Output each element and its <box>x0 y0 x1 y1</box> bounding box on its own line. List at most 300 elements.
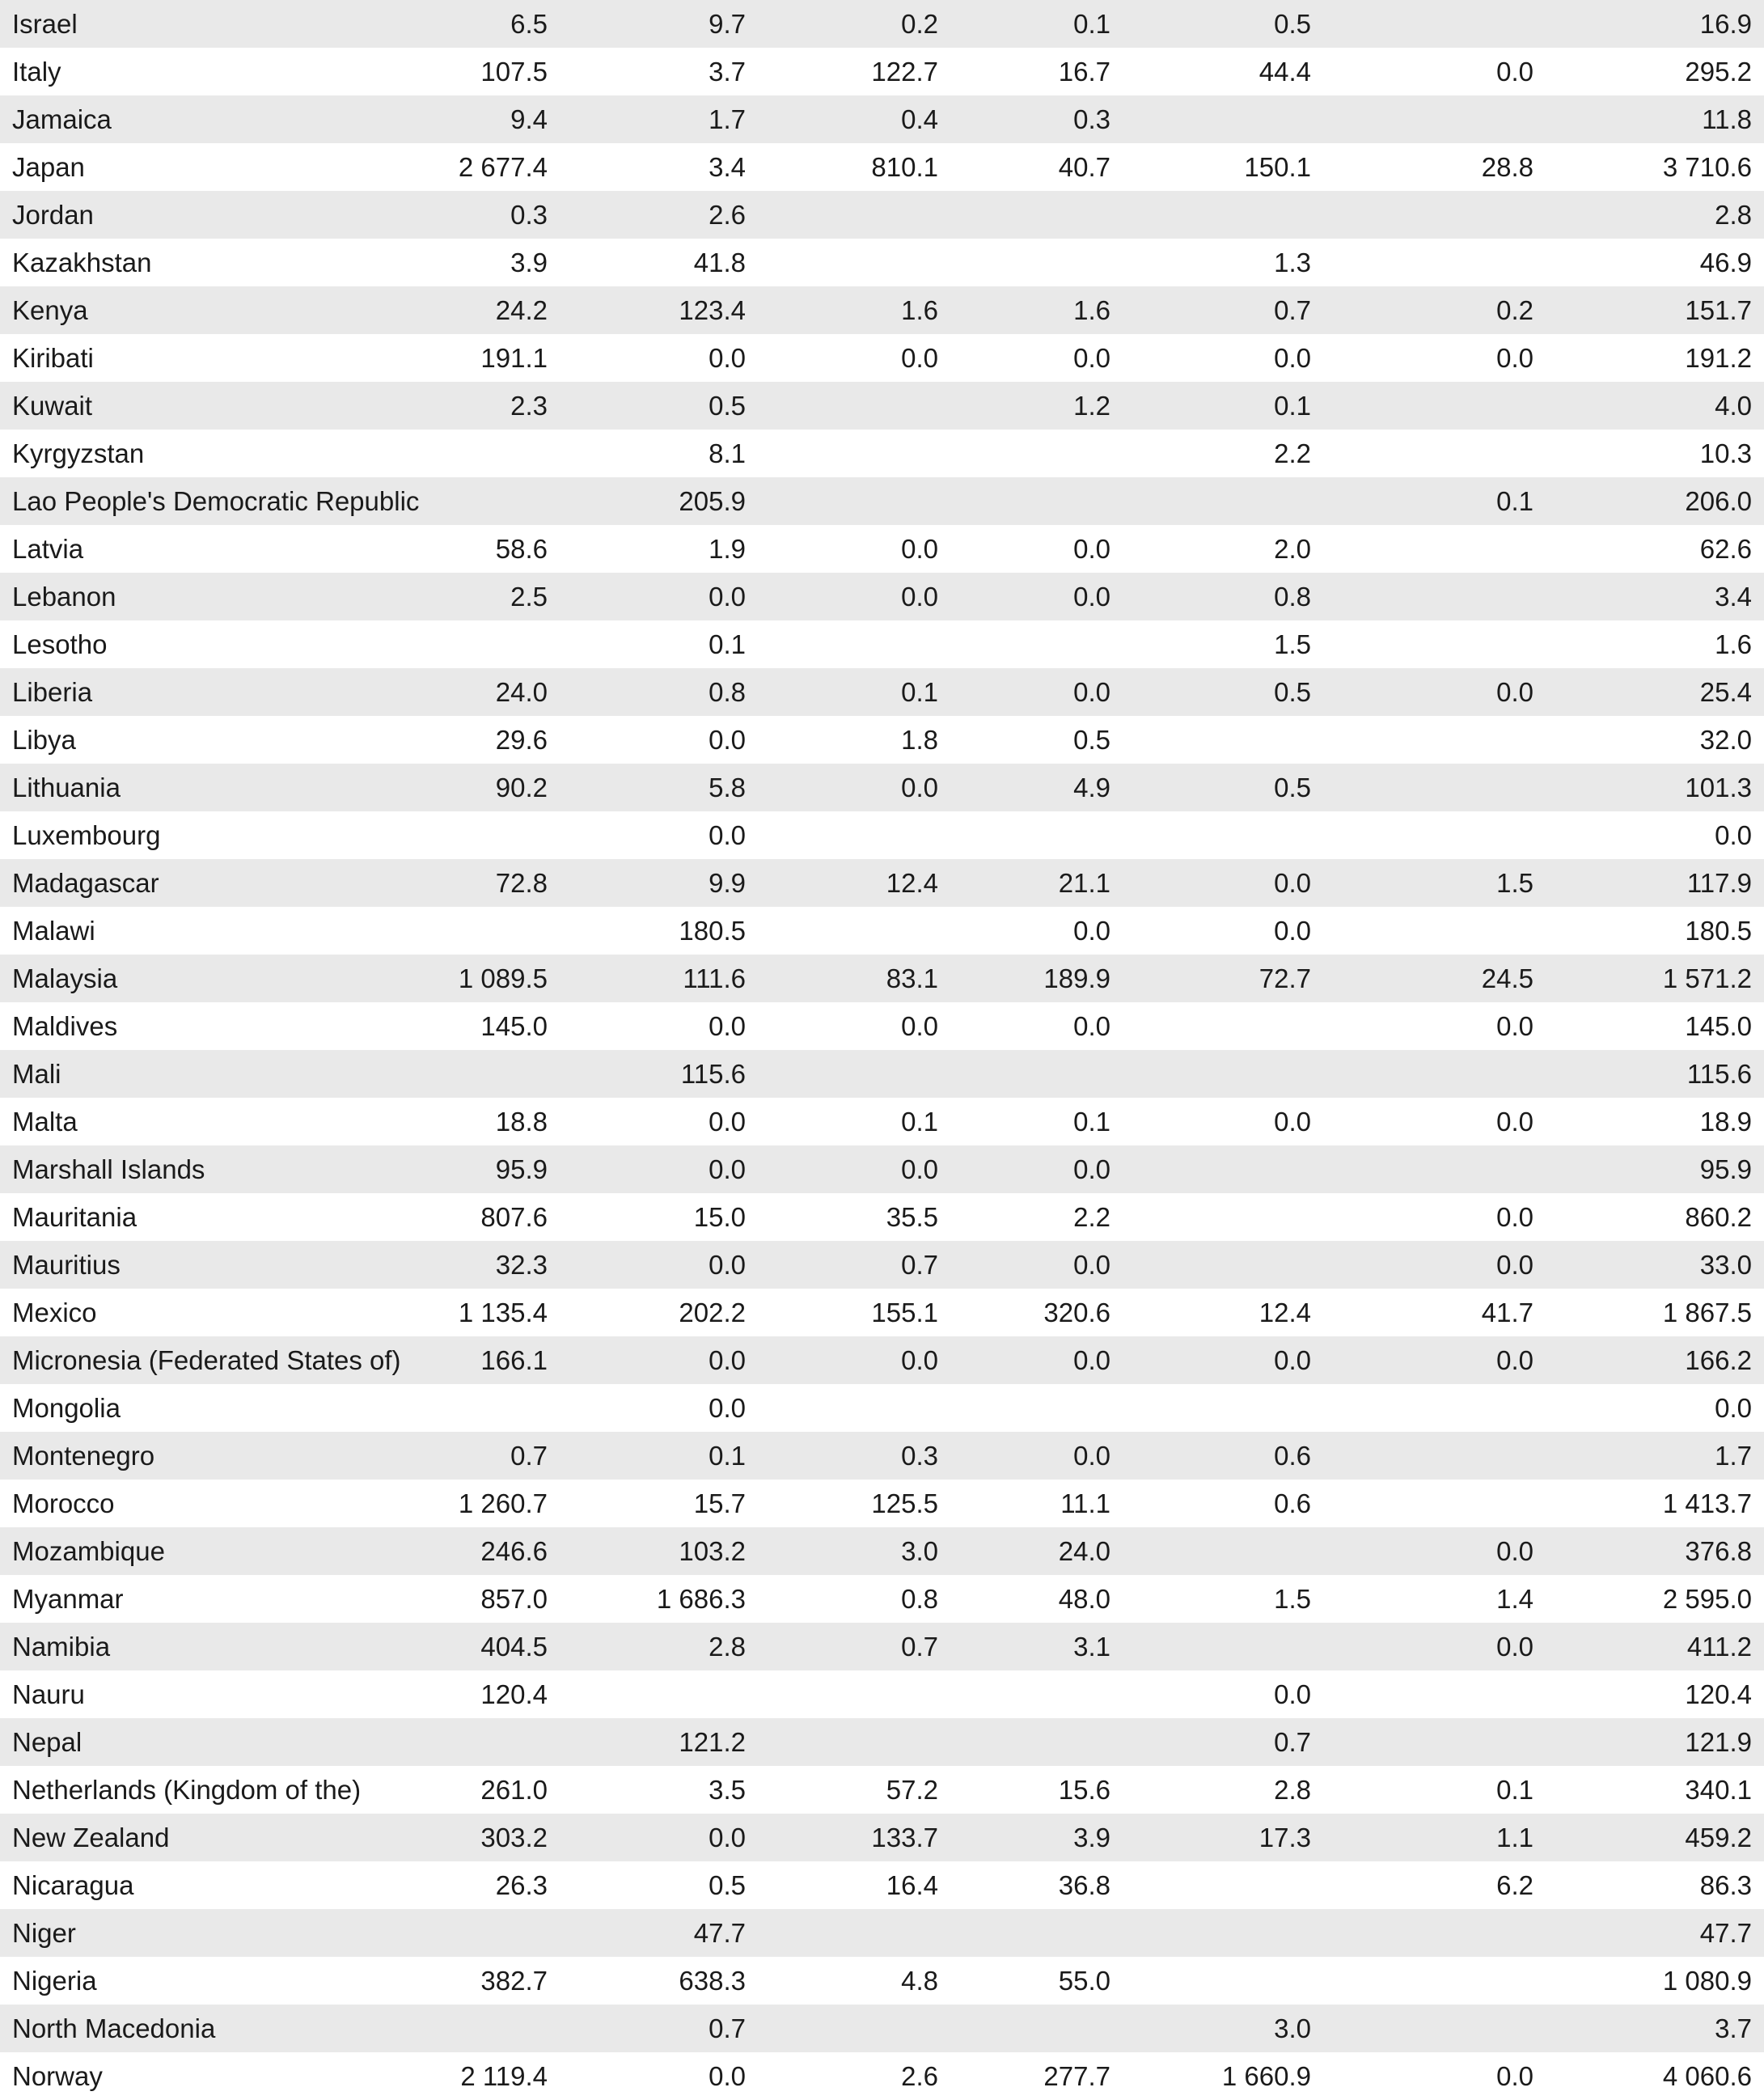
value-cell: 0.5 <box>709 1870 746 1900</box>
table-row <box>0 1718 1764 1766</box>
value-cell: 0.0 <box>1274 1107 1311 1137</box>
country-name-cell: Israel <box>12 9 78 39</box>
country-name-cell: Luxembourg <box>12 820 161 850</box>
value-cell <box>425 620 560 668</box>
value-cell: 0.6 <box>1274 1488 1311 1518</box>
value-cell: 0.0 <box>1496 1536 1533 1566</box>
value-cell: 0.5 <box>1274 773 1311 802</box>
value-cell: 47.7 <box>1699 1918 1752 1948</box>
value-cell: 295.2 <box>1685 57 1752 87</box>
value-cell <box>1323 1480 1546 1527</box>
table-row <box>0 95 1764 143</box>
value-cell: 120.4 <box>480 1679 548 1709</box>
table-row <box>0 764 1764 811</box>
table-row <box>0 955 1764 1002</box>
value-cell: 0.5 <box>1274 677 1311 707</box>
value-cell: 32.0 <box>1699 725 1752 755</box>
table-row <box>0 1289 1764 1336</box>
value-cell: 90.2 <box>495 773 548 802</box>
value-cell <box>1123 1527 1323 1575</box>
table-row <box>0 1670 1764 1718</box>
value-cell: 1 089.5 <box>458 963 548 993</box>
country-name-cell: Kuwait <box>12 391 93 421</box>
value-cell: 0.1 <box>1496 1775 1533 1805</box>
value-cell: 2 595.0 <box>1662 1584 1752 1614</box>
value-cell: 25.4 <box>1699 677 1752 707</box>
value-cell: 2.8 <box>1274 1775 1311 1805</box>
value-cell: 0.0 <box>709 582 746 612</box>
value-cell: 8.1 <box>709 438 746 468</box>
value-cell <box>425 1718 560 1766</box>
value-cell: 0.0 <box>1496 1250 1533 1280</box>
value-cell: 1.3 <box>1274 248 1311 277</box>
value-cell: 12.4 <box>1258 1298 1311 1327</box>
value-cell: 0.0 <box>1715 1393 1752 1423</box>
value-cell: 0.0 <box>1073 916 1110 946</box>
value-cell: 46.9 <box>1699 248 1752 277</box>
value-cell: 3 710.6 <box>1662 152 1752 182</box>
table-row <box>0 1957 1764 2005</box>
value-cell: 1 080.9 <box>1662 1966 1752 1996</box>
table-row <box>0 1575 1764 1623</box>
country-name-cell: Japan <box>12 152 85 182</box>
value-cell: 0.0 <box>1073 343 1110 373</box>
value-cell: 1 571.2 <box>1662 963 1752 993</box>
value-cell: 3.5 <box>709 1775 746 1805</box>
table-row <box>0 191 1764 239</box>
value-cell: 115.6 <box>680 1059 746 1089</box>
value-cell <box>1323 1432 1546 1480</box>
value-cell: 0.0 <box>1274 1345 1311 1375</box>
value-cell: 1.7 <box>709 104 746 134</box>
country-name-cell: Nigeria <box>12 1966 97 1996</box>
country-name-cell: Kazakhstan <box>12 248 152 277</box>
value-cell: 404.5 <box>480 1632 548 1662</box>
value-cell: 57.2 <box>886 1775 938 1805</box>
value-cell: 4.8 <box>901 1966 938 1996</box>
value-cell: 0.0 <box>1274 916 1311 946</box>
value-cell: 11.1 <box>1060 1488 1110 1518</box>
value-cell <box>1323 1957 1546 2005</box>
table-row <box>0 143 1764 191</box>
value-cell: 0.7 <box>1274 1727 1311 1757</box>
value-cell <box>1323 525 1546 573</box>
value-cell <box>950 1909 1123 1957</box>
value-cell: 0.7 <box>510 1441 548 1471</box>
value-cell: 206.0 <box>1685 486 1752 516</box>
value-cell: 638.3 <box>679 1966 746 1996</box>
value-cell <box>1323 1384 1546 1432</box>
table-row <box>0 430 1764 477</box>
value-cell: 0.0 <box>709 2061 746 2091</box>
value-cell <box>1123 1193 1323 1241</box>
value-cell: 0.1 <box>1274 391 1311 421</box>
country-name-cell: Nepal <box>12 1727 82 1757</box>
value-cell: 807.6 <box>480 1202 548 1232</box>
value-cell <box>950 239 1123 286</box>
value-cell: 166.2 <box>1685 1345 1752 1375</box>
value-cell <box>1323 430 1546 477</box>
value-cell <box>950 1718 1123 1766</box>
value-cell <box>1323 1909 1546 1957</box>
value-cell: 0.0 <box>709 1345 746 1375</box>
value-cell <box>1123 1861 1323 1909</box>
value-cell: 0.7 <box>901 1250 938 1280</box>
value-cell: 0.0 <box>901 582 938 612</box>
value-cell: 261.0 <box>480 1775 548 1805</box>
value-cell <box>425 1050 560 1098</box>
value-cell: 4.9 <box>1073 773 1110 802</box>
table-row <box>0 1193 1764 1241</box>
value-cell: 0.0 <box>1496 1632 1533 1662</box>
value-cell: 123.4 <box>679 295 746 325</box>
value-cell: 44.4 <box>1258 57 1311 87</box>
table-row <box>0 477 1764 525</box>
value-cell: 0.1 <box>1496 486 1533 516</box>
country-name-cell: Mauritania <box>12 1202 137 1232</box>
value-cell: 180.5 <box>1685 916 1752 946</box>
value-cell <box>758 430 950 477</box>
value-cell: 0.0 <box>1496 1107 1533 1137</box>
value-cell: 9.4 <box>510 104 548 134</box>
table-row <box>0 1336 1764 1384</box>
value-cell: 9.9 <box>709 868 746 898</box>
value-cell: 0.5 <box>1274 9 1311 39</box>
value-cell: 95.9 <box>495 1154 548 1184</box>
country-name-cell: Italy <box>12 57 61 87</box>
value-cell <box>758 620 950 668</box>
value-cell: 0.0 <box>1496 1345 1533 1375</box>
table-row <box>0 1766 1764 1814</box>
value-cell <box>1123 95 1323 143</box>
value-cell <box>425 1909 560 1957</box>
value-cell: 21.1 <box>1058 868 1110 898</box>
value-cell: 15.7 <box>693 1488 746 1518</box>
value-cell: 0.8 <box>709 677 746 707</box>
country-name-cell: Kyrgyzstan <box>12 438 145 468</box>
value-cell: 0.0 <box>1274 343 1311 373</box>
value-cell <box>1323 620 1546 668</box>
country-name-cell: New Zealand <box>12 1823 170 1852</box>
country-name-cell: Namibia <box>12 1632 111 1662</box>
value-cell: 72.7 <box>1258 963 1311 993</box>
value-cell <box>758 811 950 859</box>
value-cell <box>758 1670 950 1718</box>
value-cell <box>425 2005 560 2052</box>
country-name-cell: Nicaragua <box>12 1870 134 1900</box>
value-cell: 2 119.4 <box>460 2061 548 2091</box>
country-name-cell: Jamaica <box>12 104 112 134</box>
value-cell: 26.3 <box>495 1870 548 1900</box>
table-row <box>0 239 1764 286</box>
value-cell <box>560 1670 758 1718</box>
value-cell <box>1323 2005 1546 2052</box>
value-cell: 0.0 <box>709 1393 746 1423</box>
country-name-cell: Liberia <box>12 677 93 707</box>
value-cell: 0.0 <box>1715 820 1752 850</box>
value-cell: 3.9 <box>510 248 548 277</box>
value-cell: 151.7 <box>1685 295 1752 325</box>
value-cell: 83.1 <box>886 963 938 993</box>
value-cell: 0.2 <box>1496 295 1533 325</box>
value-cell <box>425 1384 560 1432</box>
value-cell <box>1123 1145 1323 1193</box>
value-cell: 2 677.4 <box>458 152 548 182</box>
value-cell: 2.5 <box>510 582 548 612</box>
value-cell: 205.9 <box>679 486 746 516</box>
value-cell <box>1123 1623 1323 1670</box>
country-name-cell: Mozambique <box>12 1536 165 1566</box>
value-cell <box>1323 573 1546 620</box>
value-cell: 16.9 <box>1699 9 1752 39</box>
value-cell: 166.1 <box>480 1345 548 1375</box>
value-cell: 3.7 <box>709 57 746 87</box>
value-cell <box>1123 1002 1323 1050</box>
value-cell: 32.3 <box>495 1250 548 1280</box>
value-cell: 3.0 <box>901 1536 938 1566</box>
value-cell: 1.5 <box>1496 868 1533 898</box>
country-name-cell: Malta <box>12 1107 78 1137</box>
value-cell: 0.7 <box>901 1632 938 1662</box>
value-cell: 12.4 <box>886 868 938 898</box>
value-cell: 0.0 <box>901 1011 938 1041</box>
country-name-cell: Mongolia <box>12 1393 121 1423</box>
value-cell: 47.7 <box>693 1918 746 1948</box>
value-cell <box>1323 382 1546 430</box>
value-cell <box>758 1718 950 1766</box>
value-cell: 1.9 <box>709 534 746 564</box>
value-cell <box>1323 239 1546 286</box>
value-cell: 121.2 <box>679 1727 746 1757</box>
value-cell: 857.0 <box>480 1584 548 1614</box>
country-name-cell: Norway <box>12 2061 103 2091</box>
value-cell: 0.0 <box>901 343 938 373</box>
value-cell: 0.1 <box>901 1107 938 1137</box>
value-cell: 1.7 <box>1715 1441 1752 1471</box>
value-cell: 459.2 <box>1685 1823 1752 1852</box>
country-name-cell: Jordan <box>12 200 94 230</box>
country-name-cell: Malawi <box>12 916 95 946</box>
table-row <box>0 382 1764 430</box>
value-cell <box>758 1909 950 1957</box>
value-cell: 145.0 <box>1685 1011 1752 1041</box>
value-cell: 1 135.4 <box>458 1298 548 1327</box>
country-name-cell: Lebanon <box>12 582 116 612</box>
value-cell: 62.6 <box>1699 534 1752 564</box>
value-cell: 15.0 <box>693 1202 746 1232</box>
country-name-cell: Montenegro <box>12 1441 155 1471</box>
value-cell: 122.7 <box>871 57 938 87</box>
value-cell: 29.6 <box>495 725 548 755</box>
value-cell: 191.1 <box>480 343 548 373</box>
value-cell: 3.1 <box>1073 1632 1110 1662</box>
country-name-cell: Lesotho <box>12 629 108 659</box>
country-name-cell: Nauru <box>12 1679 85 1709</box>
value-cell: 2.8 <box>709 1632 746 1662</box>
table-row <box>0 1098 1764 1145</box>
value-cell: 191.2 <box>1685 343 1752 373</box>
value-cell: 0.0 <box>1073 677 1110 707</box>
value-cell: 120.4 <box>1685 1679 1752 1709</box>
country-name-cell: Niger <box>12 1918 76 1948</box>
value-cell: 55.0 <box>1058 1966 1110 1996</box>
table-row <box>0 620 1764 668</box>
value-cell: 16.7 <box>1058 57 1110 87</box>
value-cell <box>758 1384 950 1432</box>
value-cell <box>758 1050 950 1098</box>
table-row <box>0 1050 1764 1098</box>
value-cell <box>1123 1957 1323 2005</box>
table-row <box>0 1480 1764 1527</box>
value-cell: 3.0 <box>1274 2013 1311 2043</box>
value-cell: 6.2 <box>1496 1870 1533 1900</box>
table-row <box>0 2005 1764 2052</box>
value-cell: 2.8 <box>1715 200 1752 230</box>
value-cell: 411.2 <box>1686 1632 1752 1662</box>
table-row <box>0 1432 1764 1480</box>
table-row <box>0 1527 1764 1575</box>
country-name-cell: Libya <box>12 725 76 755</box>
value-cell: 0.0 <box>1073 1011 1110 1041</box>
table-row <box>0 1909 1764 1957</box>
value-cell: 0.0 <box>709 820 746 850</box>
value-cell: 15.6 <box>1058 1775 1110 1805</box>
value-cell: 115.6 <box>1686 1059 1752 1089</box>
value-cell: 0.1 <box>709 629 746 659</box>
value-cell: 0.0 <box>1073 534 1110 564</box>
value-cell: 33.0 <box>1699 1250 1752 1280</box>
value-cell: 0.3 <box>1073 104 1110 134</box>
value-cell: 0.2 <box>901 9 938 39</box>
value-cell <box>1323 907 1546 955</box>
table-row <box>0 1002 1764 1050</box>
value-cell: 1.4 <box>1496 1584 1533 1614</box>
value-cell: 0.6 <box>1274 1441 1311 1471</box>
value-cell: 1 686.3 <box>656 1584 746 1614</box>
value-cell <box>950 2005 1123 2052</box>
value-cell: 95.9 <box>1699 1154 1752 1184</box>
value-cell: 0.1 <box>1073 9 1110 39</box>
value-cell <box>1323 1718 1546 1766</box>
value-cell: 24.0 <box>1058 1536 1110 1566</box>
value-cell <box>950 430 1123 477</box>
country-name-cell: Lithuania <box>12 773 121 802</box>
value-cell: 145.0 <box>480 1011 548 1041</box>
value-cell <box>1323 0 1546 48</box>
value-cell <box>950 1050 1123 1098</box>
value-cell: 155.1 <box>871 1298 938 1327</box>
value-cell <box>1323 1670 1546 1718</box>
value-cell <box>1123 1050 1323 1098</box>
table-row <box>0 573 1764 620</box>
value-cell <box>1323 716 1546 764</box>
value-cell: 2.2 <box>1073 1202 1110 1232</box>
value-cell: 202.2 <box>679 1298 746 1327</box>
value-cell: 0.0 <box>901 773 938 802</box>
value-cell <box>1323 1145 1546 1193</box>
value-cell: 10.3 <box>1699 438 1752 468</box>
value-cell <box>950 811 1123 859</box>
value-cell <box>950 191 1123 239</box>
value-cell: 1.2 <box>1073 391 1110 421</box>
value-cell: 0.8 <box>901 1584 938 1614</box>
value-cell: 1.6 <box>901 295 938 325</box>
value-cell <box>950 620 1123 668</box>
value-cell: 0.0 <box>709 1250 746 1280</box>
value-cell: 125.5 <box>871 1488 938 1518</box>
table-row <box>0 1861 1764 1909</box>
value-cell: 0.0 <box>709 1011 746 1041</box>
country-name-cell: Netherlands (Kingdom of the) <box>12 1775 362 1805</box>
value-cell: 1.6 <box>1073 295 1110 325</box>
value-cell: 1.8 <box>901 725 938 755</box>
value-cell: 0.0 <box>709 343 746 373</box>
table-row <box>0 907 1764 955</box>
table-row <box>0 1814 1764 1861</box>
table-row <box>0 0 1764 48</box>
value-cell <box>1323 811 1546 859</box>
value-cell: 0.7 <box>1274 295 1311 325</box>
value-cell: 0.5 <box>1073 725 1110 755</box>
table-row <box>0 2052 1764 2100</box>
value-cell <box>1323 95 1546 143</box>
value-cell <box>758 239 950 286</box>
value-cell: 1.6 <box>1715 629 1752 659</box>
value-cell: 1.5 <box>1274 1584 1311 1614</box>
value-cell: 0.0 <box>1496 1011 1533 1041</box>
value-cell: 0.0 <box>901 534 938 564</box>
country-name-cell: Mexico <box>12 1298 97 1327</box>
table-row <box>0 1384 1764 1432</box>
value-cell: 117.9 <box>1686 868 1752 898</box>
value-cell: 111.6 <box>683 963 746 993</box>
value-cell: 17.3 <box>1258 1823 1311 1852</box>
country-name-cell: Latvia <box>12 534 84 564</box>
value-cell: 180.5 <box>679 916 746 946</box>
value-cell: 0.0 <box>901 1345 938 1375</box>
table-row <box>0 1623 1764 1670</box>
value-cell: 189.9 <box>1043 963 1110 993</box>
value-cell: 0.0 <box>901 1154 938 1184</box>
value-cell: 150.1 <box>1244 152 1311 182</box>
value-cell: 2.3 <box>510 391 548 421</box>
value-cell: 16.4 <box>886 1870 938 1900</box>
value-cell: 6.5 <box>510 9 548 39</box>
country-name-cell: Morocco <box>12 1488 115 1518</box>
table-row <box>0 1145 1764 1193</box>
value-cell: 133.7 <box>871 1823 938 1852</box>
value-cell: 0.0 <box>709 1107 746 1137</box>
value-cell: 0.5 <box>709 391 746 421</box>
value-cell: 1.1 <box>1496 1823 1533 1852</box>
value-cell <box>950 477 1123 525</box>
value-cell: 0.0 <box>1073 1154 1110 1184</box>
value-cell <box>1323 1050 1546 1098</box>
value-cell: 36.8 <box>1058 1870 1110 1900</box>
value-cell: 810.1 <box>871 152 938 182</box>
value-cell: 0.0 <box>1496 1202 1533 1232</box>
country-name-cell: Mauritius <box>12 1250 121 1280</box>
value-cell: 41.8 <box>693 248 746 277</box>
value-cell <box>1323 191 1546 239</box>
value-cell: 107.5 <box>480 57 548 87</box>
value-cell: 72.8 <box>495 868 548 898</box>
value-cell: 0.0 <box>1496 57 1533 87</box>
value-cell: 1 660.9 <box>1221 2061 1311 2091</box>
value-cell: 320.6 <box>1043 1298 1110 1327</box>
value-cell: 41.7 <box>1481 1298 1533 1327</box>
value-cell: 0.0 <box>1073 582 1110 612</box>
